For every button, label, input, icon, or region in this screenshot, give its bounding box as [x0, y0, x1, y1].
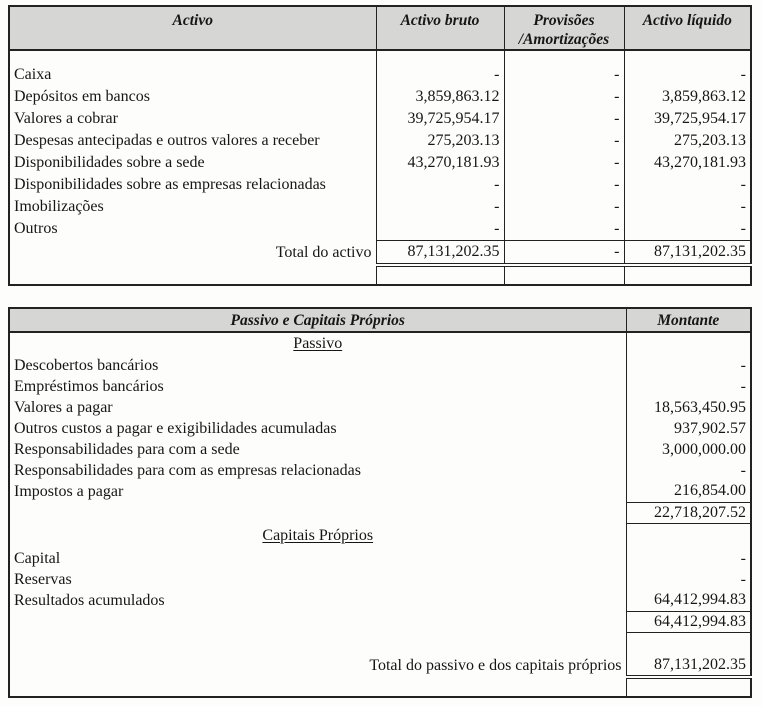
- row-value-bruto: 43,270,181.93: [376, 152, 504, 174]
- activo-header-bruto: Activo bruto: [376, 6, 504, 50]
- row-value-provisoes: -: [504, 130, 624, 152]
- table-row: [9, 196, 751, 218]
- empty-cell: [626, 523, 751, 548]
- row-value-provisoes: -: [504, 174, 624, 196]
- activo-header-row: [9, 6, 751, 50]
- row-value-liquido: -: [624, 196, 751, 218]
- table-row: [9, 108, 751, 130]
- spacer-row: [9, 50, 751, 64]
- empty-cell: [9, 677, 626, 697]
- row-value-bruto: -: [376, 174, 504, 196]
- row-label: Capital: [14, 549, 61, 567]
- empty-cell: [9, 632, 626, 654]
- row-label: Valores a pagar: [14, 398, 113, 416]
- empty-cell: [504, 265, 624, 285]
- passivo-header-row: [9, 308, 751, 332]
- table-row: [9, 130, 751, 152]
- capitais-section-heading-row: [9, 523, 751, 548]
- row-value-montante: -: [626, 460, 751, 481]
- section-heading-passivo: Passivo: [293, 335, 343, 352]
- row-label: Resultados acumulados: [14, 591, 165, 609]
- passivo-section-heading-row: [9, 332, 751, 355]
- row-label: Disponibilidades sobre a sede: [14, 154, 205, 171]
- passivo-total-row: [9, 654, 751, 677]
- table-row: [9, 460, 751, 481]
- row-value-provisoes: -: [504, 86, 624, 108]
- activo-total-label: Total do activo: [275, 243, 372, 261]
- row-label: Disponibilidades sobre as empresas relacionadas: [14, 176, 326, 193]
- table-row: [9, 355, 751, 376]
- empty-cell: [624, 265, 751, 285]
- activo-table: [8, 5, 752, 286]
- row-label: Reservas: [14, 570, 72, 588]
- table-row: [9, 64, 751, 86]
- row-value-liquido: 275,203.13: [624, 130, 751, 152]
- empty-cell: [626, 632, 751, 654]
- row-label: Caixa: [14, 66, 52, 83]
- row-label: Outros: [14, 220, 58, 237]
- row-value-montante: -: [626, 376, 751, 397]
- row-value-bruto: 39,725,954.17: [376, 108, 504, 130]
- spacer-cell: [9, 50, 376, 64]
- activo-total-bruto: 87,131,202.35: [376, 240, 504, 265]
- passivo-subtotal-row: [9, 502, 751, 523]
- row-value-provisoes: -: [504, 152, 624, 174]
- table-row: [9, 548, 751, 569]
- row-value-liquido: -: [624, 218, 751, 240]
- row-value-provisoes: -: [504, 108, 624, 130]
- table-row: [9, 439, 751, 460]
- empty-row: [9, 632, 751, 654]
- provisoes-line2: /Amortizações: [518, 31, 610, 48]
- table-row: [9, 481, 751, 502]
- table-row: [9, 376, 751, 397]
- row-value-liquido: 43,270,181.93: [624, 152, 751, 174]
- row-label: Responsabilidades para com as empresas relacionadas: [14, 461, 361, 479]
- activo-total-row: [9, 240, 751, 265]
- empty-row: [9, 265, 751, 285]
- row-label: Depósitos em bancos: [14, 88, 150, 105]
- activo-header-provisoes: [504, 6, 624, 50]
- table-row: [9, 174, 751, 196]
- row-value-bruto: 3,859,863.12: [376, 86, 504, 108]
- empty-cell: [9, 502, 626, 523]
- passivo-header-montante: Montante: [626, 308, 751, 332]
- row-value-montante: -: [626, 569, 751, 590]
- row-value-liquido: -: [624, 64, 751, 86]
- capitais-subtotal-row: [9, 611, 751, 632]
- passivo-table: [8, 307, 752, 698]
- row-value-montante: -: [626, 355, 751, 376]
- row-value-montante: -: [626, 548, 751, 569]
- activo-total-provisoes: -: [504, 240, 624, 265]
- row-value-liquido: -: [624, 174, 751, 196]
- table-row: [9, 152, 751, 174]
- empty-cell: [376, 265, 504, 285]
- passivo-total-value: 87,131,202.35: [626, 654, 751, 677]
- empty-cell: [9, 611, 626, 632]
- empty-row: [9, 677, 751, 697]
- row-label: Imobilizações: [14, 198, 104, 215]
- table-row: [9, 569, 751, 590]
- row-label: Responsabilidades para com a sede: [14, 440, 240, 458]
- row-value-liquido: 39,725,954.17: [624, 108, 751, 130]
- row-value-montante: 937,902.57: [626, 418, 751, 439]
- row-value-provisoes: -: [504, 64, 624, 86]
- row-label: Impostos a pagar: [14, 482, 124, 500]
- row-value-montante: 64,412,994.83: [626, 590, 751, 611]
- row-label: Descobertos bancários: [14, 356, 159, 374]
- table-row: [9, 218, 751, 240]
- table-row: [9, 397, 751, 418]
- row-value-montante: 18,563,450.95: [626, 397, 751, 418]
- provisoes-line1: Provisões: [533, 12, 595, 29]
- row-value-liquido: 3,859,863.12: [624, 86, 751, 108]
- spacer-cell: [376, 50, 504, 64]
- row-label: Valores a cobrar: [14, 110, 118, 127]
- spacer-cell: [504, 50, 624, 64]
- row-value-provisoes: -: [504, 218, 624, 240]
- empty-cell: [626, 677, 751, 697]
- row-label: Despesas antecipadas e outros valores a receber: [14, 132, 320, 149]
- table-row: [9, 86, 751, 108]
- empty-cell: [9, 265, 376, 285]
- passivo-subtotal-value: 22,718,207.52: [626, 502, 751, 523]
- row-value-bruto: -: [376, 218, 504, 240]
- activo-header-liquido: Activo líquido: [624, 6, 751, 50]
- capitais-subtotal-value: 64,412,994.83: [626, 611, 751, 632]
- activo-header-title: Activo: [9, 6, 376, 50]
- activo-total-liquido: 87,131,202.35: [624, 240, 751, 265]
- row-value-montante: 3,000,000.00: [626, 439, 751, 460]
- row-label: Empréstimos bancários: [14, 377, 164, 395]
- row-label: Outros custos a pagar e exigibilidades acumuladas: [14, 419, 337, 437]
- row-value-bruto: -: [376, 64, 504, 86]
- row-value-bruto: -: [376, 196, 504, 218]
- table-row: [9, 590, 751, 611]
- section-heading-capitais: Capitais Próprios: [262, 526, 374, 544]
- empty-cell: [626, 332, 751, 355]
- row-value-bruto: 275,203.13: [376, 130, 504, 152]
- row-value-montante: 216,854.00: [626, 481, 751, 502]
- row-value-provisoes: -: [504, 196, 624, 218]
- spacer-cell: [624, 50, 751, 64]
- passivo-header-title: Passivo e Capitais Próprios: [9, 308, 626, 332]
- passivo-total-label: Total do passivo e dos capitais próprios: [369, 656, 622, 674]
- table-row: [9, 418, 751, 439]
